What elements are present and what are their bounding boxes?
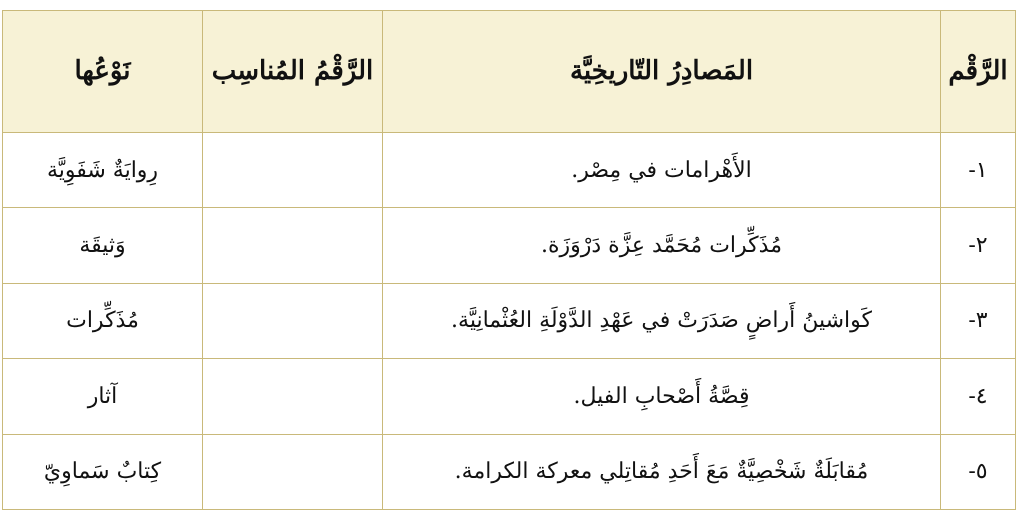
type-cell: آثار — [3, 359, 203, 434]
source-cell: مُذَكِّرات مُحَمَّد عِزَّة دَرْوَزَة. — [383, 208, 941, 283]
source-cell: كَواشينُ أَراضٍ صَدَرَتْ في عَهْدِ الدَّوْلَةِ العُثْمانِيَّة. — [383, 283, 941, 358]
header-number: الرَّقْم — [941, 11, 1016, 133]
header-type: نَوْعُها — [3, 11, 203, 133]
table-row — [3, 283, 1016, 358]
header-matching-number: الرَّقْمُ المُناسِب — [203, 11, 383, 133]
matching-exercise-table — [2, 10, 1016, 510]
type-cell: كِتابٌ سَماوِيّ — [3, 434, 203, 509]
matching-number-cell[interactable] — [203, 359, 383, 434]
matching-number-cell[interactable] — [203, 208, 383, 283]
matching-number-cell[interactable] — [203, 133, 383, 208]
row-number: ٤- — [941, 359, 1016, 434]
type-cell: رِوايَةٌ شَفَوِيَّة — [3, 133, 203, 208]
table-row — [3, 133, 1016, 208]
row-number: ٢- — [941, 208, 1016, 283]
table-row — [3, 434, 1016, 509]
table-row — [3, 359, 1016, 434]
source-cell: الأَهْرامات في مِصْر. — [383, 133, 941, 208]
row-number: ٣- — [941, 283, 1016, 358]
table-row — [3, 208, 1016, 283]
type-cell: وَثيقَة — [3, 208, 203, 283]
type-cell: مُذَكِّرات — [3, 283, 203, 358]
table-header-row — [3, 11, 1016, 133]
row-number: ١- — [941, 133, 1016, 208]
source-cell: مُقابَلَةٌ شَخْصِيَّةٌ مَعَ أَحَدِ مُقاتِلي معركة الكرامة. — [383, 434, 941, 509]
matching-number-cell[interactable] — [203, 434, 383, 509]
source-cell: قِصَّةُ أَصْحابِ الفيل. — [383, 359, 941, 434]
matching-number-cell[interactable] — [203, 283, 383, 358]
row-number: ٥- — [941, 434, 1016, 509]
header-sources: المَصادِرُ التّاريخِيَّة — [383, 11, 941, 133]
matching-exercise-table-wrapper — [2, 10, 1015, 510]
